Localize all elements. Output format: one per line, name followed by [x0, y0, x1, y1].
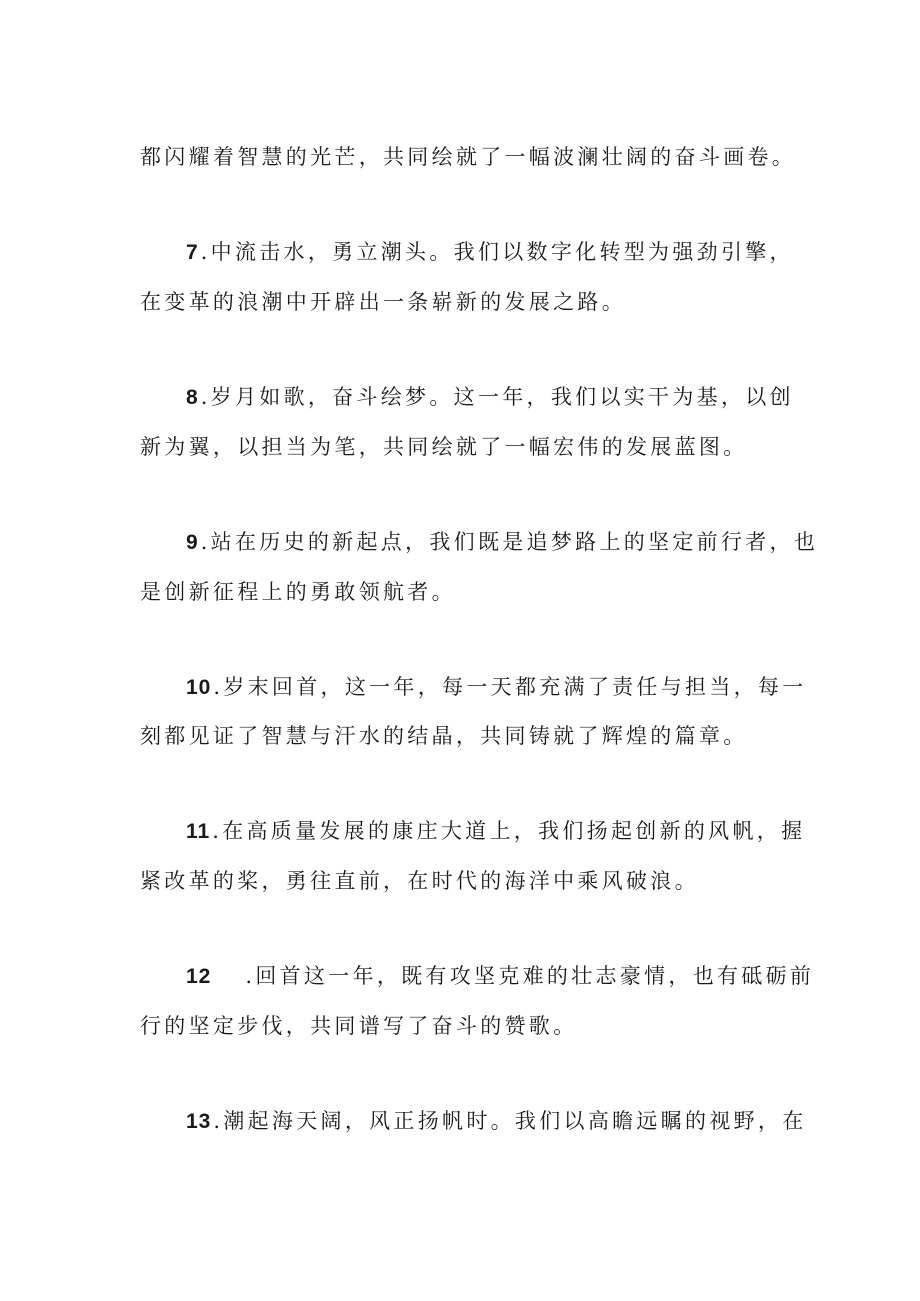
paragraph-8-second-line: 新为翼，以担当为笔，共同绘就了一幅宏伟的发展蓝图。: [140, 435, 748, 459]
paragraph-7-first-line: [186, 237, 800, 268]
paragraph-number: 13: [186, 1110, 212, 1133]
paragraph-number: 7: [186, 241, 199, 264]
paragraph-11-second-line: 紧改革的桨，勇往直前，在时代的海洋中乘风破浪。: [140, 869, 699, 893]
paragraph-7-second-line: 在变革的浪潮中开辟出一条崭新的发展之路。: [140, 290, 626, 314]
paragraph-text: .潮起海天阔，风正扬帆时。我们以高瞻远瞩的视野，在: [213, 1109, 807, 1133]
paragraph-text: .站在历史的新起点，我们既是追梦路上的坚定前行者，也: [200, 530, 819, 554]
paragraph-10-first-line: [186, 672, 807, 703]
paragraph-9-second-line: 是创新征程上的勇敢领航者。: [140, 580, 456, 604]
paragraph-number: 8: [186, 386, 199, 409]
paragraph-9-first-line: [186, 527, 819, 558]
paragraph-number: 9: [186, 531, 199, 554]
paragraph-12-second-line: 行的坚定步伐，共同谱写了奋斗的赞歌。: [140, 1014, 578, 1038]
paragraph-12-first-line: [186, 961, 815, 992]
paragraph-text: .在高质量发展的康庄大道上，我们扬起创新的风帆，握: [212, 819, 806, 843]
paragraph-text: .中流击水，勇立潮头。我们以数字化转型为强劲引擎，: [200, 240, 794, 264]
paragraph-text: .回首这一年，既有攻坚克难的壮志豪情，也有砥砺前: [245, 964, 815, 988]
paragraph-number: 10: [186, 676, 212, 699]
paragraph-line: 都闪耀着智慧的光芒，共同绘就了一幅波澜壮阔的奋斗画卷。: [140, 145, 797, 169]
paragraph-10-second-line: 刻都见证了智慧与汗水的结晶，共同铸就了辉煌的篇章。: [140, 724, 748, 748]
paragraph-text: .岁月如歌，奋斗绘梦。这一年，我们以实干为基，以创: [200, 385, 794, 409]
paragraph-number: 11: [186, 820, 211, 843]
paragraph-number: 12: [186, 965, 212, 988]
paragraph-11-first-line: [186, 816, 806, 847]
paragraph-8-first-line: [186, 382, 800, 413]
paragraph-13-first-line: [186, 1106, 807, 1137]
paragraph-text: .岁末回首，这一年，每一天都充满了责任与担当，每一: [213, 675, 807, 699]
